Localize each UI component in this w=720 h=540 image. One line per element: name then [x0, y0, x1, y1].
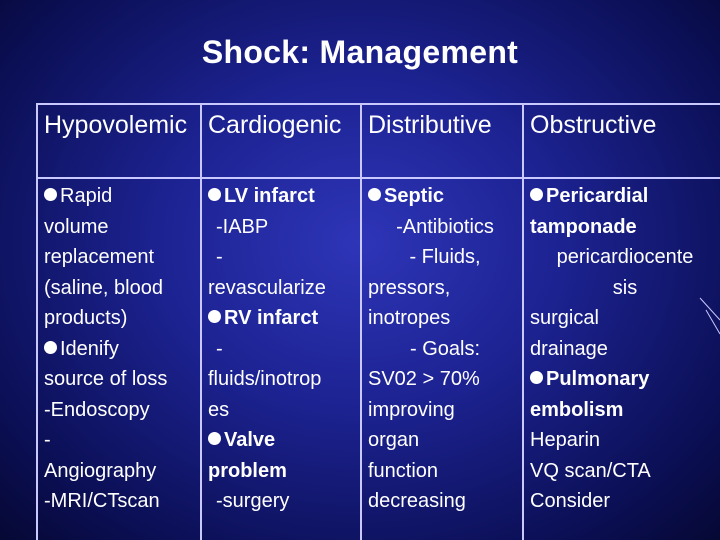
cell-text: replacement	[44, 246, 155, 268]
column-body	[530, 181, 720, 517]
cell-line	[368, 425, 522, 456]
cell-line	[44, 212, 200, 243]
management-table	[36, 103, 720, 540]
cell-text: drainage	[530, 337, 608, 360]
cell-text: decreasing	[368, 490, 466, 512]
cell-line	[44, 334, 200, 365]
cell-text: (saline, blood	[44, 276, 163, 299]
cell-text: embolism	[530, 398, 624, 421]
cell-line	[44, 425, 200, 456]
cell-line	[44, 273, 200, 304]
cell-line	[368, 456, 522, 487]
cell-text: Pericardial	[546, 185, 649, 207]
cell-line	[208, 212, 360, 243]
cell-line	[368, 212, 522, 243]
bullet-icon	[530, 188, 543, 201]
decorative-lines	[696, 290, 720, 350]
cell-text: Septic	[384, 185, 445, 207]
cell-text: organ	[368, 429, 420, 451]
cell-line	[530, 212, 720, 243]
cell-text: -surgery	[216, 490, 290, 512]
cell-line	[208, 425, 360, 456]
cell-text: volume	[44, 215, 109, 238]
column-cardiogenic	[202, 105, 362, 540]
cell-line	[208, 334, 360, 365]
cell-text: Idenify	[60, 337, 119, 360]
column-obstructive	[524, 105, 720, 540]
bullet-icon	[368, 188, 381, 201]
cell-line	[208, 364, 360, 395]
column-header: Cardiogenic	[208, 111, 342, 139]
cell-line	[208, 181, 360, 212]
cell-line	[368, 242, 522, 273]
cell-line	[368, 364, 522, 395]
cell-line	[530, 456, 720, 487]
cell-line	[208, 486, 360, 517]
cell-text: Pulmonary	[546, 368, 650, 390]
cell-line	[208, 456, 360, 487]
cell-line	[44, 181, 200, 212]
cell-text: Valve	[224, 429, 276, 451]
cell-text: Angiography	[44, 459, 157, 482]
cell-text: - Fluids,	[409, 246, 481, 268]
column-header: Distributive	[368, 111, 492, 139]
cell-line	[368, 486, 522, 517]
cell-line	[530, 395, 720, 426]
cell-line	[530, 273, 720, 304]
column-header: Hypovolemic	[44, 111, 188, 139]
cell-line	[530, 486, 720, 517]
cell-text: sis	[612, 276, 638, 299]
slide-title: Shock: Management	[201, 34, 519, 70]
bullet-icon	[208, 310, 221, 323]
cell-text: -Antibiotics	[396, 215, 494, 238]
bullet-icon	[208, 432, 221, 445]
cell-text: pericardiocente	[556, 246, 694, 268]
cell-text: -MRI/CTscan	[44, 490, 160, 512]
cell-line	[208, 303, 360, 334]
cell-line	[44, 395, 200, 426]
bullet-icon	[44, 188, 57, 201]
cell-text: RV infarct	[224, 307, 319, 329]
column-body	[208, 181, 360, 517]
cell-text: VQ scan/CTA	[530, 459, 651, 482]
cell-line	[368, 303, 522, 334]
cell-line	[44, 486, 200, 517]
cell-text: Rapid	[60, 185, 113, 207]
cell-text: products)	[44, 307, 128, 329]
cell-text: -IABP	[216, 215, 269, 238]
cell-line	[530, 303, 720, 334]
cell-line	[368, 273, 522, 304]
cell-text: inotropes	[368, 307, 451, 329]
bullet-icon	[44, 341, 57, 354]
bullet-icon	[530, 371, 543, 384]
cell-text: Consider	[530, 490, 611, 512]
cell-text: problem	[208, 459, 287, 482]
cell-line	[368, 334, 522, 365]
cell-line	[530, 181, 720, 212]
cell-text: function	[368, 459, 439, 482]
cell-text: pressors,	[368, 276, 451, 299]
cell-line	[44, 456, 200, 487]
cell-text: fluids/inotrop	[208, 368, 322, 390]
cell-line	[530, 242, 720, 273]
cell-text: -	[216, 337, 223, 360]
cell-text: es	[208, 398, 230, 421]
cell-text: tamponade	[530, 215, 637, 238]
column-body	[368, 181, 522, 517]
cell-text: -	[216, 246, 223, 268]
cell-line	[208, 242, 360, 273]
column-distributive	[362, 105, 524, 540]
cell-line	[530, 334, 720, 365]
cell-text: source of loss	[44, 368, 168, 390]
cell-text: surgical	[530, 307, 599, 329]
cell-line	[44, 303, 200, 334]
column-body	[44, 181, 200, 517]
cell-text: SV02 > 70%	[368, 368, 480, 390]
cell-line	[208, 395, 360, 426]
cell-text: Heparin	[530, 429, 601, 451]
cell-line	[208, 273, 360, 304]
cell-line	[530, 425, 720, 456]
column-hypovolemic	[38, 105, 202, 540]
cell-line	[368, 395, 522, 426]
cell-text: improving	[368, 398, 455, 421]
cell-line	[44, 364, 200, 395]
column-header: Obstructive	[530, 111, 657, 139]
cell-line	[44, 242, 200, 273]
bullet-icon	[208, 188, 221, 201]
cell-text: -	[44, 429, 51, 451]
cell-text: - Goals:	[409, 337, 481, 360]
cell-line	[530, 364, 720, 395]
cell-line	[368, 181, 522, 212]
cell-text: revascularize	[208, 276, 326, 299]
cell-text: LV infarct	[224, 185, 315, 207]
cell-text: -Endoscopy	[44, 398, 150, 421]
